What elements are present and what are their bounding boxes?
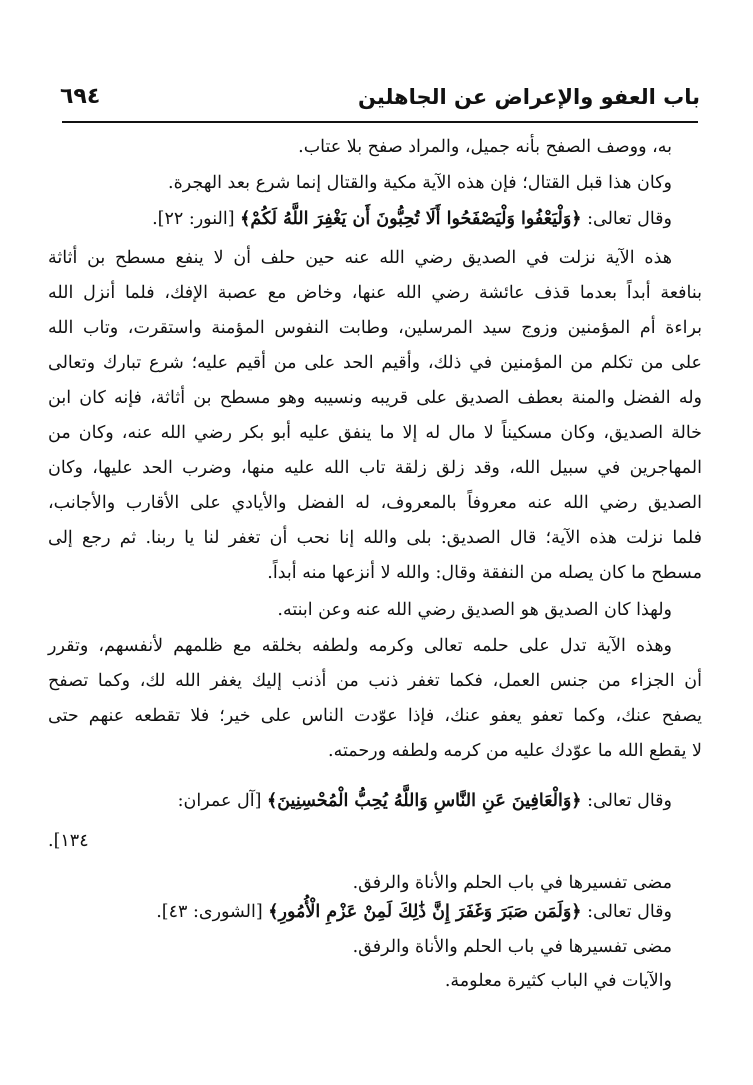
text-line-12: فلما نزلت هذه الآية؛ قال الصديق: بلى والله إنا نحب أن تغفر لنا يا ربنا. ثم رجع إلى [48,528,702,548]
text-line-16: أن الجزاء من جنس العمل، فكما تغفر ذنب من أذنب إليك يغفر الله لك، وكما تصفح [48,671,702,691]
text-line-15: وهذه الآية تدل على حلمه تعالى وكرمه ولطفه بخلقه مع ظلمهم لأنفسهم، وتقرر [48,636,672,656]
verse-reference: [آل عمران: [177,791,267,811]
page-header [60,70,700,112]
text-line-14: ولهذا كان الصديق هو الصديق رضي الله عنه وعن ابنته. [277,600,672,620]
text-line-23: مضى تفسيرها في باب الحلم والأناة والرفق. [352,937,672,957]
text-line-24: والآيات في الباب كثيرة معلومة. [444,971,672,991]
text-line-7: على من تكلم من المؤمنين في ذلك، وأقيم الحد على من أقيم عليه؛ شرع تبارك وتعالى [48,353,702,373]
text-line-4: هذه الآية نزلت في الصديق رضي الله عنه حين حلف أن لا ينفع مسطح بن أثاثة [48,248,672,268]
quran-verse: ﴿وَالْعَافِينَ عَنِ النَّاسِ وَاللَّهُ يُحِبُّ الْمُحْسِنِينَ﴾ [266,791,582,811]
text-line-5: بنافعة أبداً بعدما قذف عائشة رضي الله عنها، وخاض مع عصبة الإفك، فلما أنزل الله [48,283,702,303]
quran-verse-line-22 [156,899,672,925]
verse-reference: [الشورى: ٤٣]. [156,902,269,922]
verse-intro: وقال تعالى: [581,791,672,811]
text-line-1: به، ووصف الصفح بأنه جميل، والمراد صفح بلا عتاب. [298,137,672,157]
chapter-title: باب العفو والإعراض عن الجاهلين [357,85,700,109]
quran-verse-line-3 [152,206,672,232]
text-line-6: براءة أم المؤمنين وزوج سيد المرسلين، وطابت النفوس المؤمنة واستقرت، وتاب الله [48,318,702,338]
quran-verse: ﴿وَلْيَعْفُوا وَلْيَصْفَحُوا أَلَا تُحِبُّونَ أَن يَغْفِرَ اللَّهُ لَكُمْ﴾ [240,209,582,229]
text-line-11: الصديق رضي الله عنه معروفاً بالمعروف، له الفضل والأيادي على الأقارب والأجانب، [48,493,702,513]
quran-verse-line-19 [178,788,672,814]
header-divider [62,121,698,123]
text-line-18: لا يقطع الله ما عوّدك عليه من كرمه ولطفه ورحمته. [328,741,702,761]
text-line-10: المهاجرين في سبيل الله، وقد زلق زلقة تاب الله عليه منها، وضرب الحد عليها، وكان [48,458,702,478]
page-number: ٦٩٤ [60,84,101,109]
text-line-20: ١٣٤]. [48,831,89,851]
text-line-21: مضى تفسيرها في باب الحلم والأناة والرفق. [352,873,672,893]
quran-verse: ﴿وَلَمَن صَبَرَ وَغَفَرَ إِنَّ ذَٰلِكَ لَمِنْ عَزْمِ الْأُمُورِ﴾ [268,902,582,922]
text-line-8: وله الفضل والمنة بعطف الصديق على قريبه ونسيبه وهو مسطح بن أثاثة، فإنه كان ابن [48,388,702,408]
text-line-17: يصفح عنك، وكما تعفو يعفو عنك، فإذا عوّدت الناس على خير؛ فلا تقطعه عنهم حتى [48,706,702,726]
verse-intro: وقال تعالى: [581,902,672,922]
text-line-13: مسطح ما كان يصله من النفقة وقال: والله لا أنزعها منه أبداً. [267,563,702,583]
verse-reference: [النور: ٢٢]. [152,209,241,229]
text-line-2: وكان هذا قبل القتال؛ فإن هذه الآية مكية والقتال إنما شرع بعد الهجرة. [168,173,672,193]
verse-intro: وقال تعالى: [581,209,672,229]
text-line-9: خالة الصديق، وكان مسكيناً لا مال له إلا ما ينفق عليه أبو بكر رضي الله عنه، وكان من [48,423,702,443]
